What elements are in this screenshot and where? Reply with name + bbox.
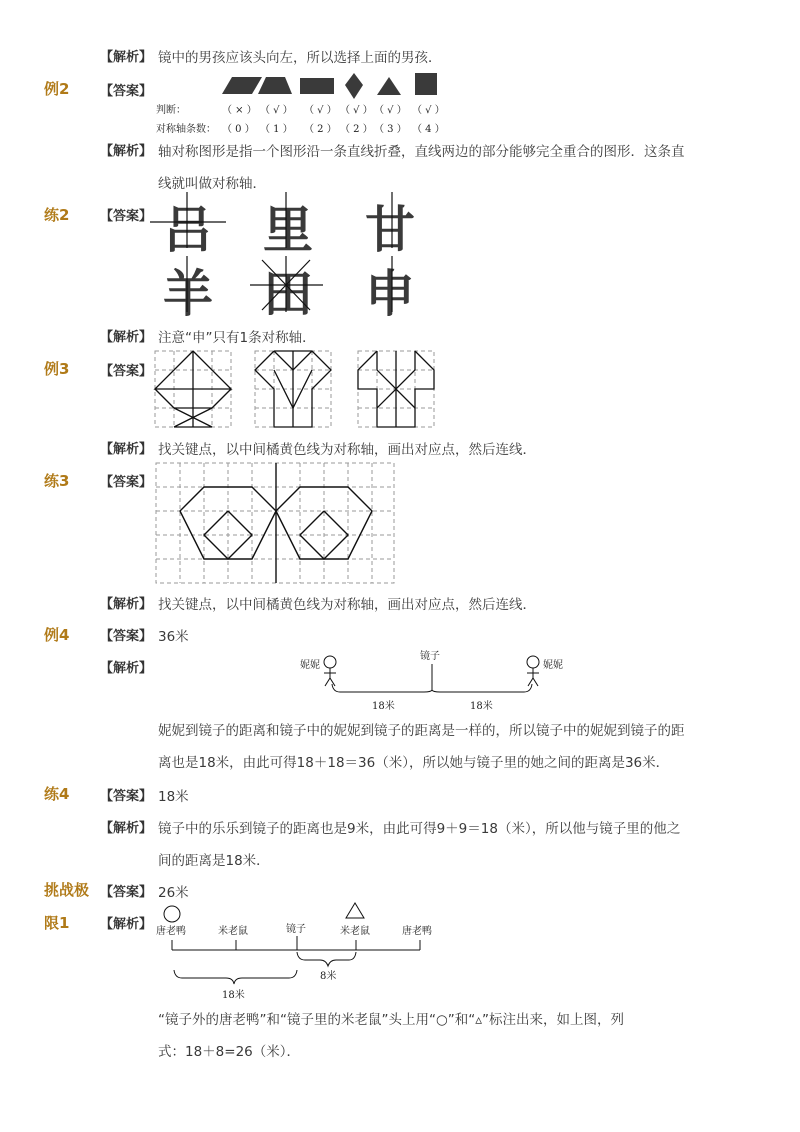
judgment-5: （ √ ） bbox=[412, 105, 445, 116]
judgment-4: （ √ ） bbox=[374, 105, 407, 116]
axis-count-4: （ 3 ） bbox=[374, 124, 407, 135]
pr3-label: 练3 bbox=[44, 472, 70, 490]
ex4-left-name: 妮妮 bbox=[300, 660, 320, 671]
pr4-label: 练4 bbox=[44, 785, 70, 803]
challenge-answer: 26米 bbox=[158, 885, 189, 901]
challenge-label-1: 挑战极 bbox=[44, 881, 90, 899]
section0-analysis: 镜中的男孩应该头向左，所以选择上面的男孩． bbox=[158, 50, 442, 66]
ex4-distance-right: 18米 bbox=[470, 701, 493, 712]
answer-tag: 【答案】 bbox=[100, 84, 153, 99]
answer-tag: 【答案】 bbox=[100, 885, 153, 900]
axis-count-3: （ 2 ） bbox=[340, 124, 373, 135]
challenge-label-2: 限1 bbox=[44, 914, 70, 932]
pr3-shapes bbox=[180, 463, 372, 583]
ex4-analysis-2: 离也是18米，由此可得18＋18＝36（米），所以她与镜子里的她之间的距离是36米． bbox=[158, 755, 670, 771]
analysis-tag: 【解析】 bbox=[100, 661, 153, 676]
char-tian: 田 bbox=[263, 265, 313, 323]
analysis-tag: 【解析】 bbox=[100, 442, 153, 457]
axes-label: 对称轴条数： bbox=[156, 124, 216, 135]
answer-tag: 【答案】 bbox=[100, 629, 153, 644]
challenge-mirror: 镜子 bbox=[286, 924, 306, 935]
ex3-shapes bbox=[155, 351, 434, 427]
ex4-answer: 36米 bbox=[158, 629, 189, 645]
parallelogram-shape bbox=[222, 77, 262, 94]
rectangle-shape bbox=[300, 78, 334, 94]
ex3-analysis: 找关键点，以中间橘黄色线为对称轴，画出对应点，然后连线． bbox=[158, 442, 536, 458]
char-gan: 甘 bbox=[365, 201, 415, 259]
answer-tag: 【答案】 bbox=[100, 475, 153, 490]
pr2-symmetry-axes bbox=[0, 190, 800, 320]
challenge-p4: 唐老鸭 bbox=[402, 926, 432, 937]
pr2-label: 练2 bbox=[44, 206, 70, 224]
challenge-p1: 唐老鸭 bbox=[156, 926, 186, 937]
judgment-0: （ × ） bbox=[222, 105, 257, 116]
answer-tag: 【答案】 bbox=[100, 789, 153, 804]
analysis-tag: 【解析】 bbox=[100, 144, 153, 159]
challenge-analysis-2: 式：18＋8=26（米）． bbox=[158, 1044, 301, 1060]
rhombus-shape bbox=[345, 73, 363, 99]
pr2-analysis: 注意“申”只有1条对称轴． bbox=[158, 330, 316, 346]
char-yang: 羊 bbox=[163, 265, 213, 323]
challenge-distance-large: 18米 bbox=[222, 990, 245, 1001]
char-shen: 申 bbox=[365, 265, 415, 323]
ex3-figures bbox=[0, 348, 800, 438]
ex2-label: 例2 bbox=[44, 80, 70, 98]
ex4-mirror-label: 镜子 bbox=[420, 651, 440, 662]
char-li: 里 bbox=[263, 201, 313, 259]
analysis-tag: 【解析】 bbox=[100, 330, 153, 345]
ex2-analysis-1: 轴对称图形是指一个图形沿一条直线折叠，直线两边的部分能够完全重合的图形．这条直 bbox=[158, 144, 685, 160]
judgment-3: （ √ ） bbox=[340, 105, 373, 116]
challenge-distance-small: 8米 bbox=[320, 971, 337, 982]
square-shape bbox=[415, 73, 437, 95]
pr3-figure bbox=[0, 460, 800, 590]
trapezoid-shape bbox=[258, 77, 292, 94]
challenge-p2: 米老鼠 bbox=[218, 926, 248, 937]
ex3-label: 例3 bbox=[44, 360, 70, 378]
answer-tag: 【答案】 bbox=[100, 209, 153, 224]
challenge-diagram bbox=[0, 900, 800, 1000]
ex2-analysis-2: 线就叫做对称轴． bbox=[158, 176, 266, 192]
pr3-grid bbox=[156, 463, 394, 583]
analysis-tag: 【解析】 bbox=[100, 597, 153, 612]
axis-count-0: （ 0 ） bbox=[222, 124, 255, 135]
axis-count-5: （ 4 ） bbox=[412, 124, 445, 135]
pr3-analysis: 找关键点，以中间橘黄色线为对称轴，画出对应点，然后连线． bbox=[158, 597, 536, 613]
judgment-2: （ √ ） bbox=[304, 105, 337, 116]
axis-count-1: （ 1 ） bbox=[260, 124, 293, 135]
ex4-distance-left: 18米 bbox=[372, 701, 395, 712]
ex4-analysis-1: 妮妮到镜子的距离和镜子中的妮妮到镜子的距离是一样的，所以镜子中的妮妮到镜子的距 bbox=[158, 723, 685, 739]
analysis-tag: 【解析】 bbox=[100, 50, 153, 65]
pr4-answer: 18米 bbox=[158, 789, 189, 805]
ex4-right-name: 妮妮 bbox=[543, 660, 563, 671]
axis-count-2: （ 2 ） bbox=[304, 124, 337, 135]
analysis-tag: 【解析】 bbox=[100, 917, 153, 932]
triangle-shape bbox=[377, 77, 401, 95]
ex4-label: 例4 bbox=[44, 626, 70, 644]
challenge-p3: 米老鼠 bbox=[340, 926, 370, 937]
ex4-diagram bbox=[0, 648, 800, 718]
pr4-analysis-2: 间的距离是18米． bbox=[158, 853, 270, 869]
judge-label: 判断： bbox=[156, 105, 186, 116]
char-lv: 吕 bbox=[163, 201, 213, 259]
challenge-analysis-1: “镜子外的唐老鸭”和“镜子里的米老鼠”头上用“○”和“▵”标注出来，如上图，列 bbox=[158, 1012, 625, 1028]
judgment-1: （ √ ） bbox=[260, 105, 293, 116]
pr4-analysis-1: 镜子中的乐乐到镜子的距离也是9米，由此可得9＋9＝18（米），所以他与镜子里的他之 bbox=[158, 821, 681, 837]
analysis-tag: 【解析】 bbox=[100, 821, 153, 836]
answer-tag: 【答案】 bbox=[100, 364, 153, 379]
